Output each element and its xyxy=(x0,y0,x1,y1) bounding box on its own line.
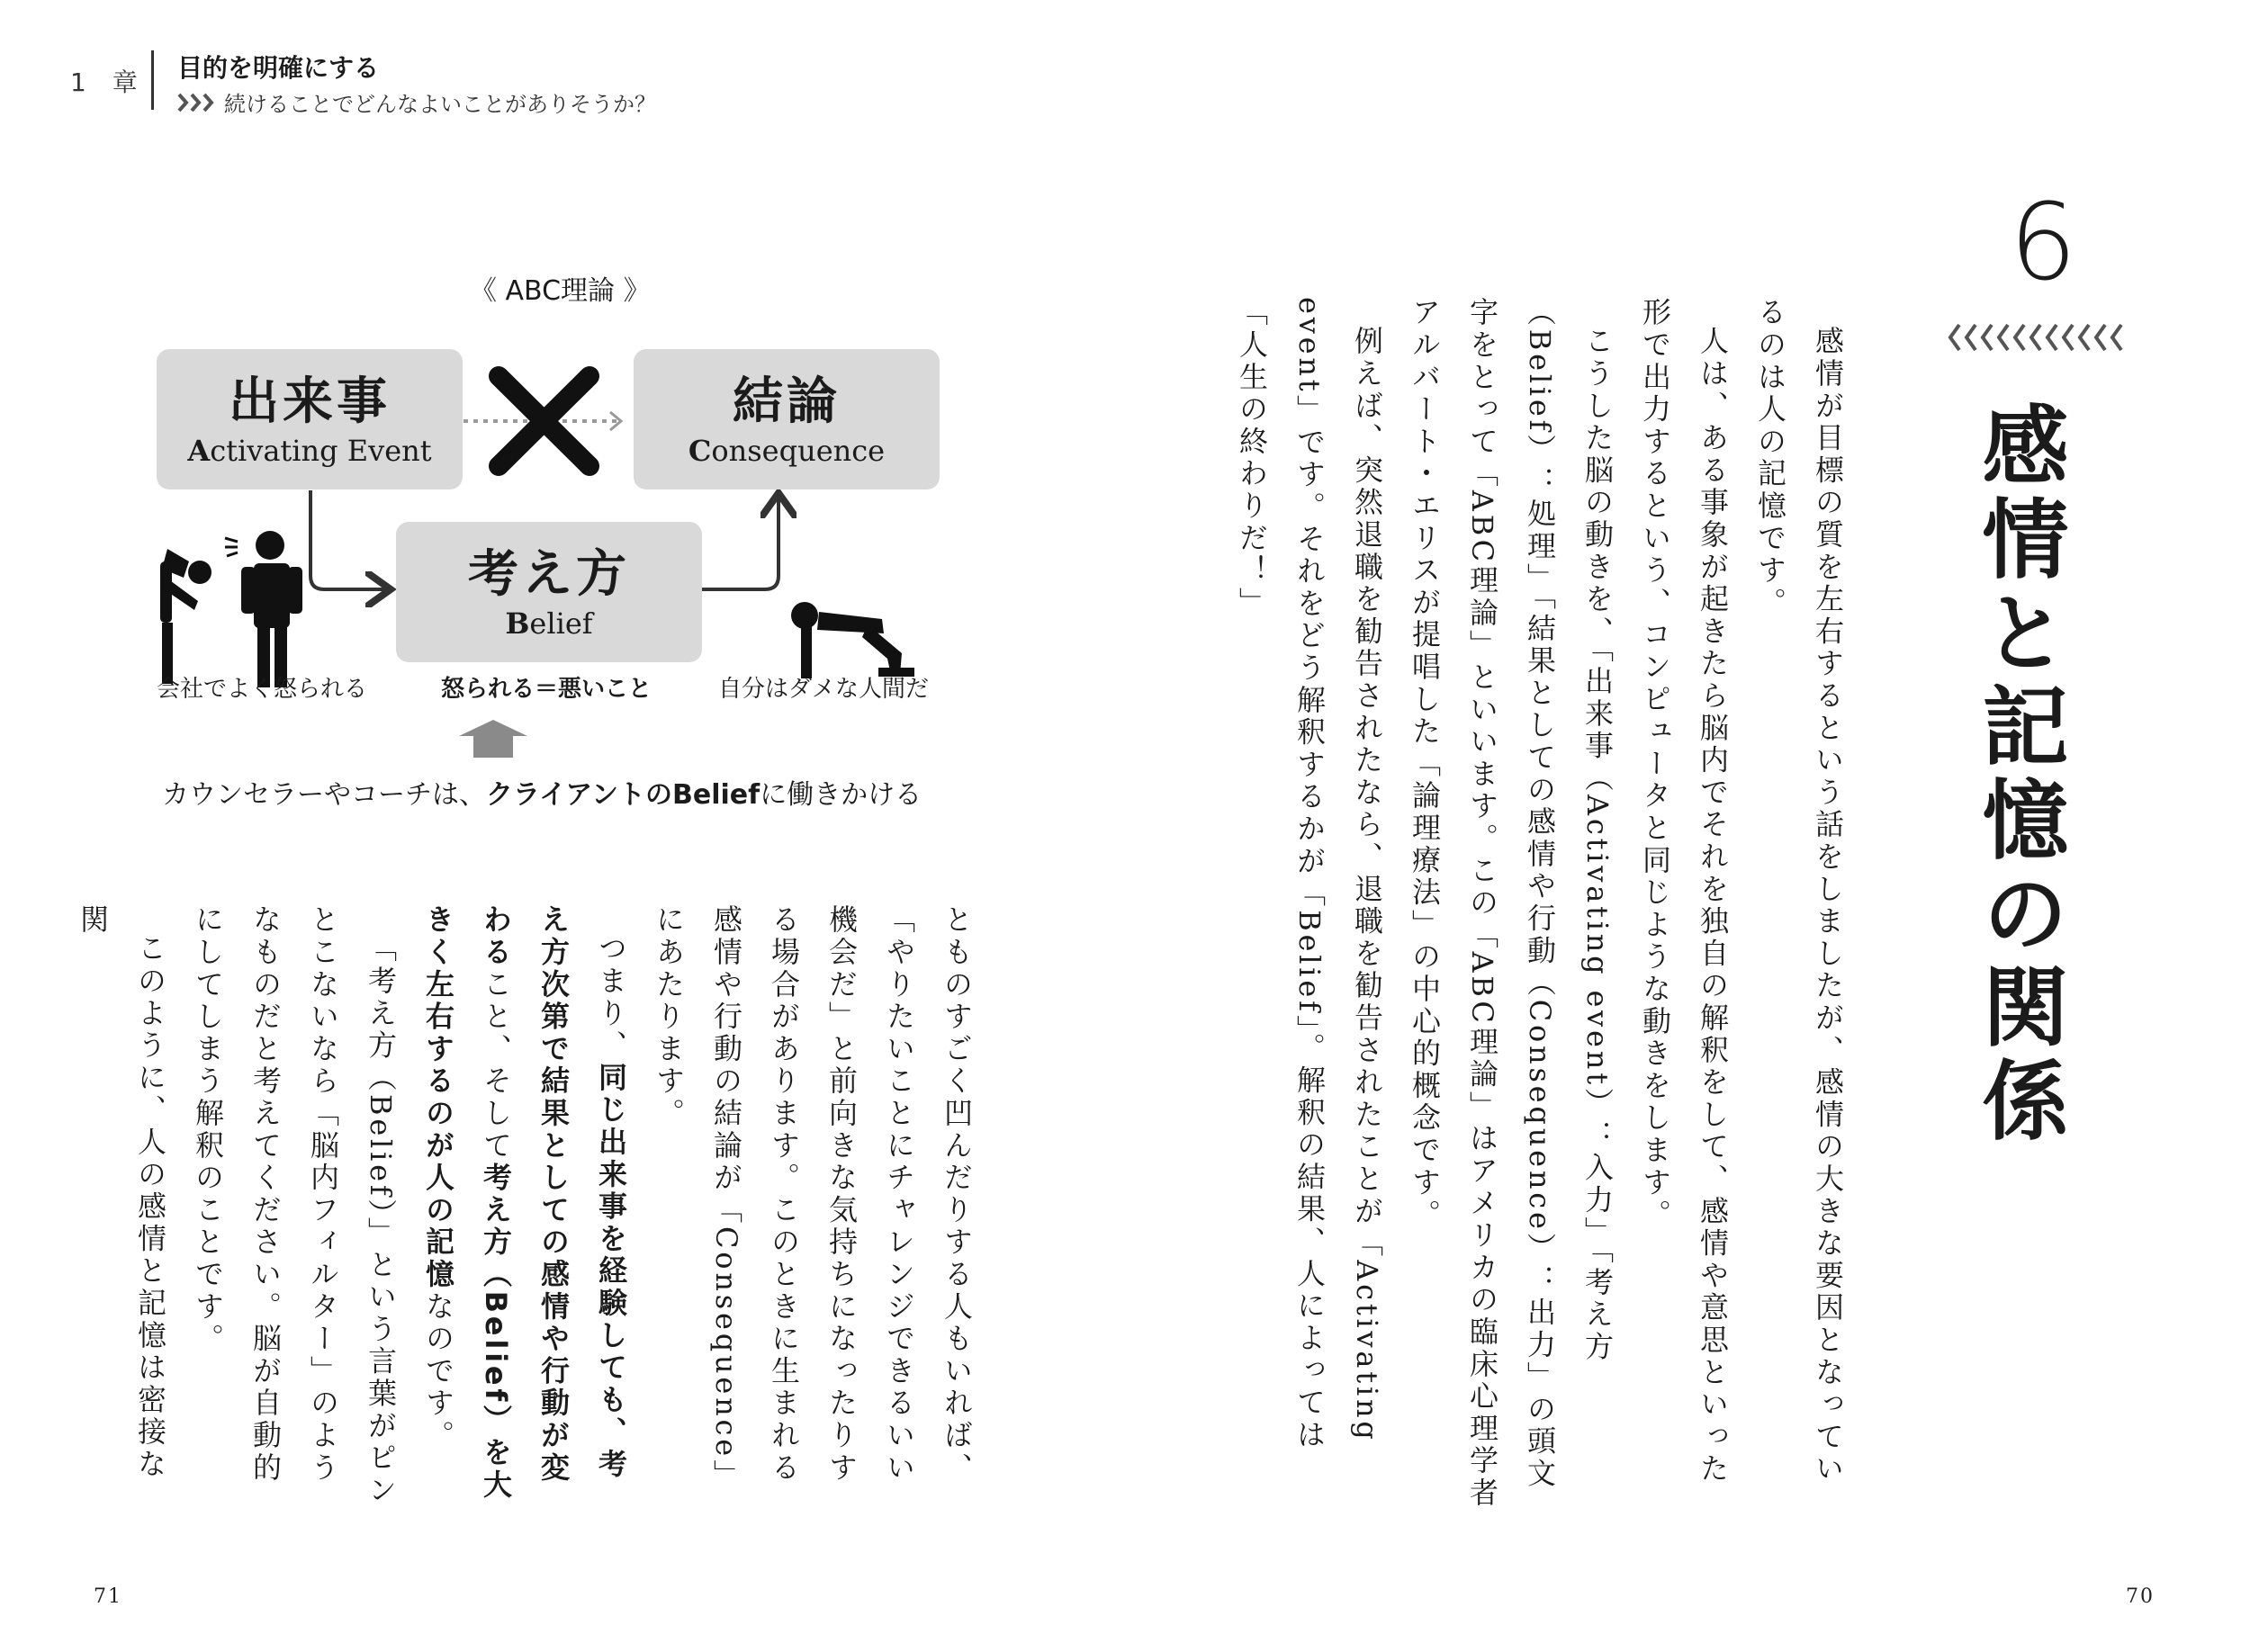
up-arrow-icon xyxy=(459,720,527,758)
body-text-right xyxy=(1235,297,1857,1513)
belief-kanji: 考え方 xyxy=(468,545,630,604)
chevron-left-row-icon xyxy=(1947,321,2136,354)
consequence-english: Consequence xyxy=(688,434,886,468)
section-title: 感情と記憶の関係 xyxy=(1968,400,2069,1149)
page-number-right: 70 xyxy=(2126,1585,2155,1608)
body-left-paragraph-3: 「考え方（Belief）」という言葉がピンとこないなら「脳内フィルター」のようなものだと考えてください。脳が自動的にしてしまう解釈のことです。 xyxy=(191,904,398,1507)
arrow-belief-to-consequence xyxy=(702,497,778,589)
abc-diagram xyxy=(135,252,972,846)
chapter-label: 1 章 xyxy=(70,67,147,97)
belief-english: Belief xyxy=(505,606,593,641)
body-text-left xyxy=(76,904,986,1509)
yelling-person-icon xyxy=(225,531,302,687)
body-right-paragraph-3: こうした脳の動きを、「出来事（Activating event）：入力」「考え方（Belief）：処理」「結果としての感情や行動（Consequence）：出力」の頭文字をとって「ABC理論」といいます。この「ABC理論」はアメリカの臨床心理学者アルバート・エリスが提唱した「論理療法」の中心的概念です。 xyxy=(1408,297,1615,1510)
body-right-paragraph-4: 例えば、突然退職を勧告されたなら、退職を勧告されたことが「Activating event」です。それをどう解釈するかが「Belief」。解釈の結果、人によっては「人生の終わりだ！」 xyxy=(1235,297,1384,1451)
label-event: 会社でよく怒られる xyxy=(157,676,368,703)
body-right-paragraph-2: 人は、ある事象が起きたら脳内でそれを独自の解釈をして、感情や意思といった形で出力するという、コンピュータと同じような動きをします。 xyxy=(1638,297,1730,1486)
event-box xyxy=(157,349,463,489)
arrow-event-to-belief xyxy=(310,490,387,589)
body-right-paragraph-1: 感情が目標の質を左右するという話をしましたが、感情の大きな要因となっているのは人の記憶です。 xyxy=(1753,297,1845,1486)
body-left-paragraph-1: とものすごく凹んだりする人もいれば、「やりたいことにチャレンジできるいい機会だ」と前向きな気持ちになったりする場合があります。このときに生まれる感情や行動の結論が「Consequence」にあたります。 xyxy=(652,904,974,1492)
section-number: 6 xyxy=(2009,180,2077,304)
consequence-box xyxy=(634,349,940,489)
belief-box xyxy=(396,522,702,662)
chevron-right-icon xyxy=(177,91,217,114)
header-subtitle-row xyxy=(177,86,656,118)
header-divider xyxy=(151,50,154,110)
label-belief: 怒られる＝悪いこと xyxy=(441,676,652,703)
counselor-caption: カウンセラーやコーチは、クライアントのBeliefに働きかける xyxy=(162,779,922,811)
page-number-left: 71 xyxy=(94,1585,122,1608)
diagram-title: 《 ABC理論 》 xyxy=(470,275,651,307)
consequence-kanji: 結論 xyxy=(733,373,841,431)
body-left-paragraph-2: つまり、同じ出来事を経験しても、考え方次第で結果としての感情や行動が変わること、そして考え方（Belief）を大きく左右するのが人の記憶なのです。 xyxy=(421,904,628,1502)
body-left-paragraph-4: このように、人の感情と記憶は密接な関 xyxy=(76,904,167,1481)
label-consequence: 自分はダメな人間だ xyxy=(718,676,930,703)
crawling-person-icon xyxy=(791,602,914,678)
bowing-person-icon xyxy=(160,549,212,684)
header-subtitle: 続けることでどんなよいことがありそうか？ xyxy=(224,92,656,117)
event-kanji: 出来事 xyxy=(229,373,391,431)
event-english: Activating Event xyxy=(187,434,432,468)
header-title: 目的を明確にする xyxy=(177,53,380,83)
